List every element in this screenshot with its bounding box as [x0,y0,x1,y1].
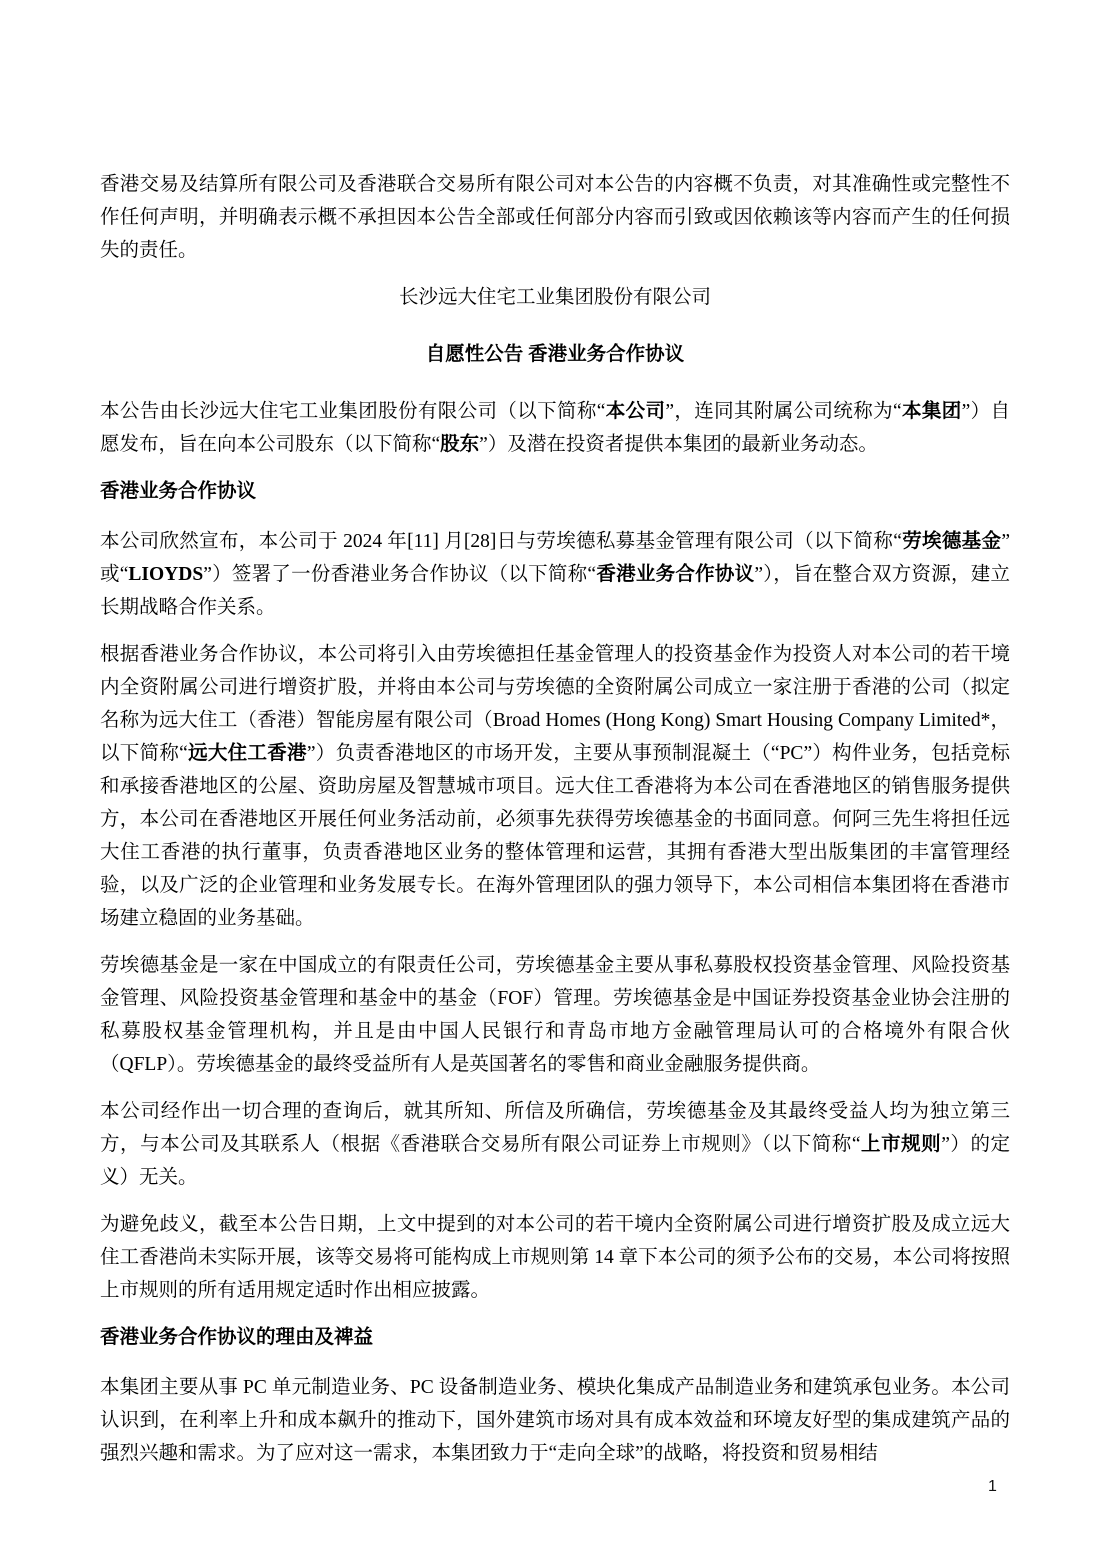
announcement-title [100,338,1010,371]
text-run: 根据香港业务合作协议，本公司将引入由劳埃德担任基金管理人的投资基金作为投资人对本公司的若干境内全资附属公司进行增资扩股，并将由本公司与劳埃德的全资附属公司成立一家注册于香港的公司（拟定名称为远大住工（香港）智能房屋有限公司（Broad Homes (Hong Kong) Smart Housing Company Limited*，以下简称“ [100,644,1010,764]
text-run: ”）负责香港地区的市场开发，主要从事预制混凝土（“PC”）构件业务，包括竞标和承接香港地区的公屋、资助房屋及智慧城市项目。远大住工香港将为本公司在香港地区的销售服务提供方，本公司在香港地区开展任何业务活动前，必须事先获得劳埃德基金的书面同意。何阿三先生将担任远大住工香港的执行董事，负责香港地区业务的整体管理和运营，其拥有香港大型出版集团的丰富管理经验，以及广泛的企业管理和业务发展专长。在海外管理团队的强力领导下，本公司相信本集团将在香港市场建立稳固的业务基础。 [100,743,1010,929]
reasons-paragraph [100,1371,1010,1470]
company-name [100,281,1010,314]
text-run: 劳埃德基金是一家在中国成立的有限责任公司，劳埃德基金主要从事私募股权投资基金管理、风险投资基金管理、风险投资基金管理和基金中的基金（FOF）管理。劳埃德基金是中国证券投资基金业协会注册的私募股权基金管理机构，并且是由中国人民银行和青岛市地方金融管理局认可的合格境外有限合伙（QFLP）。劳埃德基金的最终受益所有人是英国著名的零售和商业金融服务提供商。 [100,955,1010,1075]
text-run: ”），旨在整合双方资源，建立长期战略合作关系。 [100,564,1011,618]
text-run: 为避免歧义，截至本公告日期，上文中提到的对本公司的若干境内全资附属公司进行增资扩股及成立远大住工香港尚未实际开展，该等交易将可能构成上市规则第 14 章下本公司的须予公布的交易，本公司将按照上市规则的所有适用规定适时作出相应披露。 [100,1214,1010,1301]
text-run: ”）签署了一份香港业务合作协议（以下简称“ [203,564,597,585]
text-run: ”，连同其附属公司统称为“ [665,401,902,422]
bold-text-run: 上市规则 [860,1134,942,1155]
intro-paragraph [100,395,1010,461]
bold-text-run: 香港业务合作协议 [596,564,755,585]
section-heading-hk-agreement [100,475,1010,508]
clarification-paragraph [100,1208,1010,1307]
text-run: 长沙远大住宅工业集团股份有限公司 [398,287,711,308]
independence-paragraph [100,1095,1010,1194]
bold-text-run: 香港业务合作协议的理由及禆益 [100,1327,374,1348]
disclaimer-paragraph [100,168,1010,267]
text-run: 本公司经作出一切合理的查询后，就其所知、所信及所确信，劳埃德基金及其最终受益人均为独立第三方，与本公司及其联系人（根据《香港联合交易所有限公司证券上市规则》（以下简称“ [100,1101,1010,1155]
agreement-details-paragraph [100,638,1010,935]
bold-text-run: 自愿性公告 香港业务合作协议 [425,344,685,365]
bold-text-run: 股东 [440,434,480,455]
bold-text-run: LIOYDS [128,564,204,585]
fund-background-paragraph [100,949,1010,1081]
bold-text-run: 本公司 [605,401,666,422]
text-run: 本公告由长沙远大住宅工业集团股份有限公司（以下简称“ [100,401,606,422]
text-run: ”或“ [100,531,1010,585]
text-run: ”）及潜在投资者提供本集团的最新业务动态。 [479,434,878,455]
text-run: ”）自愿发布，旨在向本公司股东（以下简称“ [100,401,1011,455]
section-heading-reasons-benefits [100,1321,1010,1354]
bold-text-run: 香港业务合作协议 [100,481,257,502]
page-number: 1 [988,1478,997,1495]
text-run: 本公司欣然宣布，本公司于 2024 年[11] 月[28]日与劳埃德私募基金管理有限公司（以下简称“ [100,531,902,552]
text-run: ”）的定义）无关。 [100,1134,1010,1188]
bold-text-run: 劳埃德基金 [901,531,1002,552]
bold-text-run: 本集团 [901,401,962,422]
agreement-announcement-paragraph [100,525,1010,624]
text-run: 本集团主要从事 PC 单元制造业务、PC 设备制造业务、模块化集成产品制造业务和建筑承包业务。本公司认识到，在利率上升和成本飙升的推动下，国外建筑市场对具有成本效益和环境友好型的集成建筑产品的强烈兴趣和需求。为了应对这一需求，本集团致力于“走向全球”的战略，将投资和贸易相结 [100,1377,1010,1464]
text-run: 香港交易及结算所有限公司及香港联合交易所有限公司对本公告的内容概不负责，对其准确性或完整性不作任何声明，并明确表示概不承担因本公告全部或任何部分内容而引致或因依赖该等内容而产生的任何损失的责任。 [100,174,1010,261]
bold-text-run: 远大住工香港 [187,743,307,764]
